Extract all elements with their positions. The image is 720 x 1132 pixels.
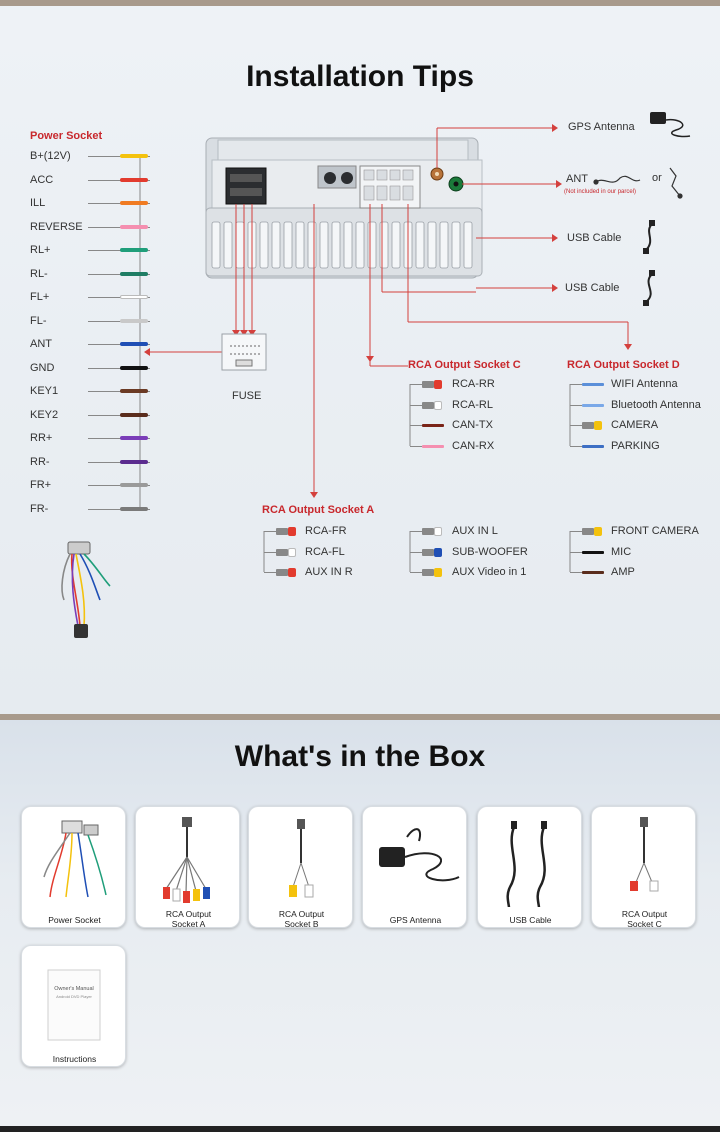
power-pin-row (30, 268, 140, 282)
power-pin-row (30, 221, 140, 235)
power-pin-color (120, 272, 148, 276)
power-pin-color (120, 201, 148, 205)
power-pin-color (120, 178, 148, 182)
fuse-block (222, 334, 266, 370)
rca-branch-line (410, 425, 422, 426)
power-pin-label: RR+ (30, 432, 53, 444)
rca-plug-icon (582, 528, 594, 535)
power-pin-row (30, 362, 140, 376)
wire-end-icon (582, 404, 604, 407)
rca-plug-tip (594, 421, 602, 430)
rca-plug-icon (276, 528, 288, 535)
rca-plug-icon (422, 381, 434, 388)
rca-connector-label: FRONT CAMERA (611, 525, 699, 537)
gps-antenna-label: GPS Antenna (568, 121, 635, 133)
wire-end-icon (422, 445, 444, 448)
rca-connector-label: AUX Video in 1 (452, 566, 527, 578)
wire-end-icon (422, 424, 444, 427)
rca-branch-line (570, 405, 582, 406)
box-title: What's in the Box (234, 740, 486, 773)
power-pin-label: ILL (30, 197, 46, 209)
box-item-caption: RCA Output Socket B (278, 909, 325, 929)
power-pin-row (30, 338, 140, 352)
power-pin-row (30, 456, 140, 470)
wire-end-icon (582, 445, 604, 448)
power-pin-label: B+(12V) (30, 150, 71, 162)
rca-connector-row (410, 525, 580, 539)
rca-connector-row (410, 566, 580, 580)
manual-subtitle: Android DVD Player (56, 994, 92, 999)
box-item-caption: RCA Output Socket A (165, 909, 212, 929)
bottom-divider (0, 1126, 720, 1132)
power-pin-row (30, 479, 140, 493)
ant-label: ANT (566, 173, 588, 185)
power-harness-icon (62, 542, 110, 638)
rca-branch-line (410, 405, 422, 406)
power-pin-color (120, 507, 148, 511)
power-pin-color (120, 483, 148, 487)
box-item-image (592, 807, 697, 907)
power-socket-heading: Power Socket (30, 130, 103, 142)
rca-branch-line (410, 384, 422, 385)
rca-branch-line (570, 446, 582, 447)
or-label: or (652, 172, 662, 184)
rca-connector-row (570, 440, 720, 454)
power-pin-color (120, 295, 148, 299)
rca-plug-icon (276, 549, 288, 556)
power-pin-label: FR+ (30, 479, 52, 491)
power-pin-label: FR- (30, 502, 49, 515)
rca-plug-tip (288, 568, 296, 577)
power-pin-row (30, 197, 140, 211)
gps-antenna-icon (650, 112, 690, 137)
wire-end-icon (582, 383, 604, 386)
ant-note: (Not included in our parcel) (564, 189, 637, 195)
rca-connector-label: CAN-TX (452, 419, 493, 431)
box-item-image (22, 807, 127, 907)
rca-connector-row (570, 399, 720, 413)
rca-socket-c-heading: RCA Output Socket C (408, 359, 521, 371)
rca-socket-a-heading: RCA Output Socket A (262, 504, 375, 516)
rca-connector-row (410, 378, 580, 392)
box-item-card (477, 806, 582, 928)
rca-connector-row (410, 440, 580, 454)
power-pin-row (30, 385, 140, 399)
rca-connector-row (410, 546, 580, 560)
rca-plug-tip (434, 401, 442, 410)
power-pin-label: RL- (30, 267, 48, 280)
box-item-card (591, 806, 696, 928)
power-pin-color (120, 389, 148, 393)
box-item-image (478, 807, 583, 907)
rca-connector-row (570, 566, 720, 580)
power-pin-label: GND (30, 361, 55, 374)
usb-cable-icon (646, 224, 652, 302)
rca-connector-label: SUB-WOOFER (452, 545, 528, 558)
rca-plug-tip (434, 568, 442, 577)
rca-branch-line (410, 552, 422, 553)
power-pin-label: ANT (30, 338, 52, 350)
rca-connector-row (570, 525, 720, 539)
rca-connector-label: WIFI Antenna (611, 378, 678, 390)
wire-end-icon (582, 551, 604, 554)
rca-branch-line (570, 552, 582, 553)
rca-connector-label: AMP (611, 566, 635, 578)
rca-plug-tip (434, 527, 442, 536)
power-pin-row (30, 503, 140, 517)
rca-branch-line (264, 572, 276, 573)
box-item-card (362, 806, 467, 928)
installation-title: Installation Tips (246, 60, 474, 93)
usb-cable-label-1: USB Cable (567, 232, 622, 244)
rca-connector-row (264, 525, 434, 539)
box-item-image (249, 807, 354, 907)
power-pin-row (30, 432, 140, 446)
rca-connector-row (570, 378, 720, 392)
power-pin-label: RL+ (30, 244, 51, 256)
box-item-caption: RCA Output Socket C (621, 909, 668, 929)
rca-plug-icon (276, 569, 288, 576)
power-pin-color (120, 436, 148, 440)
rca-connector-label: AUX IN L (452, 525, 498, 537)
head-unit-back-panel (206, 138, 482, 278)
power-pin-row (30, 409, 140, 423)
rca-connector-label: CAMERA (611, 419, 659, 431)
power-pin-row (30, 174, 140, 188)
rca-branch-line (410, 572, 422, 573)
rca-connector-label: RCA-RL (452, 398, 493, 411)
rca-branch-line (264, 531, 276, 532)
box-item-caption: GPS Antenna (389, 915, 442, 925)
power-pin-color (120, 342, 148, 346)
power-pin-color (120, 460, 148, 464)
power-pin-label: FL- (30, 314, 47, 327)
rca-plug-tip (594, 527, 602, 536)
power-pin-label: KEY1 (30, 385, 59, 397)
rca-plug-tip (288, 548, 296, 557)
rca-connector-row (264, 566, 434, 580)
power-pin-color (120, 413, 148, 417)
box-item-caption: USB Cable (509, 915, 552, 925)
rca-plug-icon (582, 422, 594, 429)
power-pin-color (120, 248, 148, 252)
box-item-card (21, 806, 126, 928)
rca-connector-row (410, 399, 580, 413)
usb-cable-label-2: USB Cable (565, 282, 620, 294)
power-pin-row (30, 291, 140, 305)
wire-end-icon (582, 571, 604, 574)
rca-plug-tip (288, 527, 296, 536)
power-pin-color (120, 225, 148, 229)
rca-connector-row (410, 419, 580, 433)
rca-plug-icon (422, 549, 434, 556)
box-item-card (248, 806, 353, 928)
rca-connector-label: AUX IN R (305, 566, 353, 578)
box-item-image (136, 807, 241, 907)
rca-plug-tip (434, 548, 442, 557)
power-pin-label: RR- (30, 455, 50, 468)
rca-plug-icon (422, 528, 434, 535)
box-item-caption: Power Socket (48, 915, 101, 925)
rca-branch-line (410, 446, 422, 447)
rca-plug-tip (434, 380, 442, 389)
rca-branch-line (264, 552, 276, 553)
power-pin-row (30, 315, 140, 329)
rca-socket-d-heading: RCA Output Socket D (567, 359, 680, 371)
fuse-label: FUSE (232, 390, 262, 402)
rca-branch-line (410, 531, 422, 532)
power-pin-label: ACC (30, 173, 54, 186)
rca-plug-icon (422, 402, 434, 409)
rca-connector-label: RCA-FL (305, 545, 345, 558)
rca-connector-label: Bluetooth Antenna (611, 398, 701, 411)
power-pin-row (30, 150, 140, 164)
rca-branch-line (570, 425, 582, 426)
power-pin-color (120, 366, 148, 370)
rca-connector-label: PARKING (611, 439, 660, 452)
rca-connector-label: CAN-RX (452, 439, 495, 452)
power-pin-row (30, 244, 140, 258)
rca-connector-label: RCA-FR (305, 525, 347, 537)
rca-connector-row (570, 546, 720, 560)
power-pin-label: KEY2 (30, 408, 59, 421)
power-pin-label: REVERSE (30, 220, 83, 233)
rca-connector-label: RCA-RR (452, 378, 495, 390)
box-item-card (21, 945, 126, 1067)
box-item-caption: Instructions (52, 1054, 97, 1064)
manual-title: Owner's Manual (54, 986, 94, 992)
rca-branch-line (570, 572, 582, 573)
rca-branch-line (570, 384, 582, 385)
power-pin-color (120, 154, 148, 158)
rca-connector-row (570, 419, 720, 433)
box-item-image (363, 807, 468, 907)
power-pin-color (120, 319, 148, 323)
rca-connector-label: MIC (611, 545, 632, 558)
rca-plug-icon (422, 569, 434, 576)
power-pin-label: FL+ (30, 291, 50, 303)
rca-branch-line (570, 531, 582, 532)
box-item-card (135, 806, 240, 928)
rca-connector-row (264, 546, 434, 560)
